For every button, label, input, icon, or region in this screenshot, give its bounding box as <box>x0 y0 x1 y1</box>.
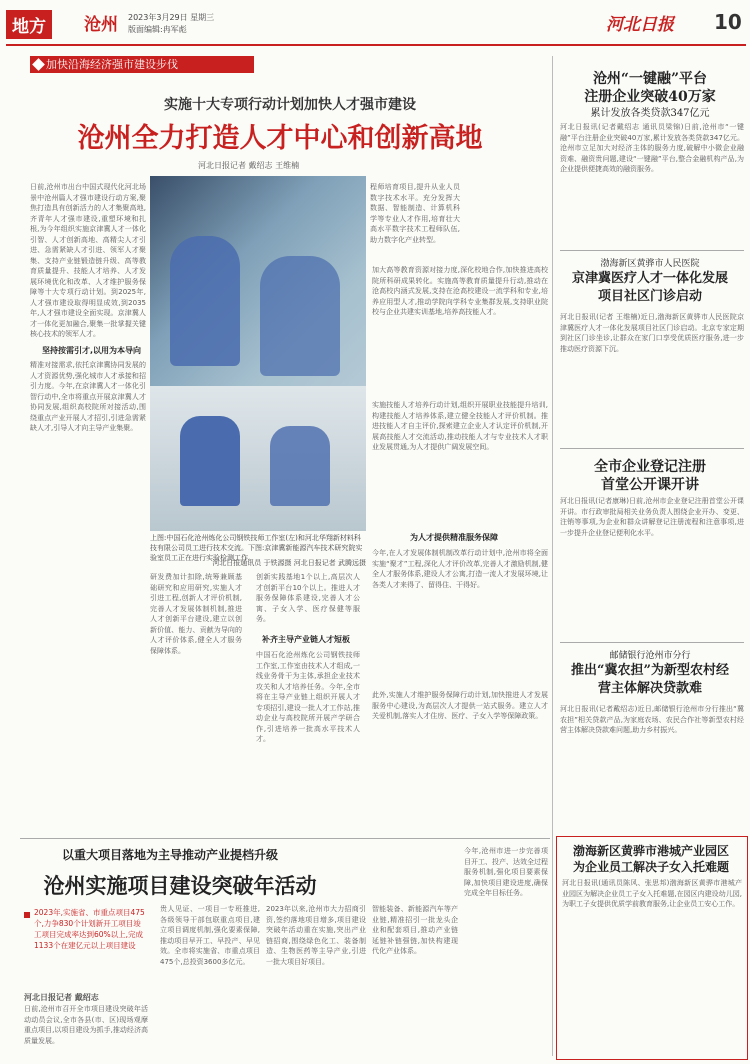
right-article-2-title1: 渤海新区黄骅市人民医院 <box>600 259 700 269</box>
right-rule-1 <box>560 250 744 251</box>
lead-col2-text: 程师培育项目,提升从业人员数字技术水平。充分发挥大数据、智能制造、计算机科学等专业人才作用,培育壮大高水平数字技术工程师队伍,助力数字化产业转型。 <box>370 183 460 244</box>
lead-byline: 河北日报记者 戴绍志 王维楠 <box>198 161 300 170</box>
lead-col4b-text: 中国石化沧州炼化公司钢铁技师工作室,工作室由技术人才组成,一线业务骨干为主体,承担企业技术攻关和人才培养任务。今年,全市将在主导产业链上组织开展人才专项招引,建设一批人才工作站,推动企业与高校院所开展产学研合作,引进培养一批高水平技术人才。 <box>256 651 360 743</box>
lead-title: 沧州全力打造人才中心和创新高地 <box>77 123 483 154</box>
bullet-icon <box>24 912 30 918</box>
right-article-3-title1: 全市企业登记注册 <box>594 459 706 475</box>
bottom-col4-text: 智能装备、新能源汽车等产业链,精准招引一批龙头企业和配套项目,推动产业链延链补链强链,加快构建现代化产业体系。 <box>372 905 458 955</box>
lead-col1b-text: 精准对接需求,依托京津冀协同发展的人才资源优势,强化城市人才承接和招引力度。今年,在京津冀人才一体化引智行动中,全市将重点开展京津冀人才协同发展,组织高校院所对接活动,围绕重点产业开展人才招引,引进急需紧缺人才,引导人才向主导产业集聚。 <box>30 361 146 432</box>
right-article-5-title2: 为企业员工解决子女入托难题 <box>572 860 729 874</box>
right-article-1-text: 河北日报讯(记者戴绍志 通讯员梁锦)日前,沧州市“一键融”平台注册企业突破40万家,累计发放各类贷款347亿元。沧州市立足加大对经济主体的服务力度,破解中小微企业融资难、融资贵问题,建设“一键融”平台,整合金融机构产品,为企业提供便捷高效的融资服务。 <box>560 123 744 173</box>
right-article-5-text: 河北日报讯(通讯员陈风、张思邦)渤海新区黄骅市港城产业园区为解决企业员工子女入托难题,在园区内建设幼儿园,为职工子女提供优质学前教育服务,让企业员工安心工作。 <box>562 879 742 908</box>
right-article-4-text: 河北日报讯(记者戴绍志)近日,邮储银行沧州市分行推出“冀农担”相关贷款产品,为家庭农场、农民合作社等新型农村经营主体解决贷款难问题,助力乡村振兴。 <box>560 705 744 734</box>
bottom-pretitle: 以重大项目落地为主导推动产业提档升级 <box>61 848 278 862</box>
lead-col4-text: 创新实践基地1个以上,高层次人才创新平台10个以上。推进人才服务保障体系建设,完善人才公寓、子女入学、医疗保健等服务。 <box>256 573 360 623</box>
bottom-lead: 2023年,实施省、市重点项目475个,力争830个计划新开工项目竣工项目完成率达到60%以上,完成1133个在建亿元以上项目建设 <box>34 908 145 950</box>
page-header <box>6 4 746 46</box>
bottom-col5-text: 今年,沧州市进一步完善项目开工、投产、达效全过程服务机制,强化项目要素保障,加快项目建设进度,确保完成全年目标任务。 <box>464 847 548 897</box>
page-number: 10 <box>714 10 742 34</box>
right-article-2-title2: 京津冀医疗人才一体化发展项目社区门诊启动 <box>571 271 728 304</box>
issue-date: 2023年3月29日 星期三 <box>128 13 215 22</box>
lead-subhead-mid: 补齐主导产业链人才短板 <box>262 635 350 644</box>
lead-subhead-right: 为人才提供精准服务保障 <box>410 533 498 542</box>
lead-col5-text: 今年,在人才发展体制机制改革行动计划中,沧州市将全面实施“聚才”工程,深化人才评价改革,完善人才激励机制,健全人才服务体系,建设人才公寓,打造一流人才发展环境,让各类人才来得了、留得住、干得好。 <box>372 549 548 589</box>
right-article-1-title2: 注册企业突破40万家 <box>584 89 716 105</box>
section-rule <box>20 838 550 839</box>
right-article-1-title1: 沧州“一键融”平台 <box>592 71 708 87</box>
right-article-3-text: 河北日报讯(记者康琳)日前,沧州市企业登记注册首堂公开课开讲。市行政审批局相关业务负责人围绕企业开办、变更、注销等事项,为企业和群众讲解登记注册流程和注意事项,进一步提升企业登记便利化水平。 <box>560 497 744 537</box>
lead-subhead-1: 坚持按需引才,以用为本导向 <box>42 346 142 355</box>
right-article-5-title1: 渤海新区黄骅市港城产业园区 <box>572 844 729 858</box>
bottom-title: 沧州实施项目建设突破年活动 <box>43 873 317 898</box>
bottom-col3-text: 2023年以来,沧州市大力招商引资,签约落地项目增多,项目建设突破年活动重在实施,突出产业链招商,围绕绿色化工、装备制造、生物医药等主导产业,引进一批大项目好项目。 <box>266 905 366 966</box>
right-article-1-subtitle: 累计发放各类贷款347亿元 <box>590 108 710 119</box>
lead-col1-text: 日前,沧州市出台中国式现代化河北场景中沧州篇人才强市建设行动方案,聚焦打造具有创新活力的人才集聚高地,齐青年人才强市建设,重塑环境和扎根,为今年组织实施京津冀人才一体化引智、人才创新高地、高精尖人才引进、急需紧缺人才引进、领军人才聚集、支持产业链锻造链升级、高等教育质量提升、技能人才培养、人才发展环境优化和改革、人才维护服务保障等十大专项行动计划。到2025年,人才强市建设取得明显成效,到2035年,人才强市建设全面实现。京津冀人才一体化更加融合,聚集一批掌握关键核心技术的领军人才。 <box>30 183 146 338</box>
bottom-col1-text: 日前,沧州市召开全市项目建设突破年活动动员会议,全市各县(市、区)现场观摩重点项目,以项目建设为抓手,推动经济高质量发展。 <box>24 1005 148 1045</box>
lead-col2b-text: 加大高等教育资源对接力度,深化校地合作,加快推进高校院所科研成果转化。实施高等教育质量提升行动,推动在沧高校内涵式发展,支持在沧高校建设一流学科和专业,培养应用型人才,推动学院向学科专业集群发展,支持职业院校与企业共建实训基地,培养高技能人才。 <box>372 266 548 316</box>
bottom-byline: 河北日报记者 戴绍志 <box>24 993 99 1002</box>
photo-credit: 河北日报通讯员 于铁源摄 河北日报记者 武腾远摄 <box>212 559 366 567</box>
page-editor: 版面编辑:冉军彪 <box>128 25 187 34</box>
lead-col3-text: 研发费加计扣除,统筹兼顾基础研究和应用研究,实施人才引进工程,创新人才评价机制,完善人才发展体制机制,推进人才创新平台建设,建立以创新价值、能力、贡献为导向的人才评价体系,健全人才服务保障体系。 <box>150 573 242 655</box>
city-label: 沧州 <box>84 15 118 35</box>
lead-col2c-text: 实施技能人才培养行动计划,组织开展职业技能提升培训,构建技能人才培养体系,建立健全技能人才评价机制。推进技能人才自主评价,探索建立企业人才认定评价机制,开展高技能人才交流活动,推动技能人才与专业技术人才职业发展贯通,为人才提供广阔发展空间。 <box>372 401 548 451</box>
right-article-2-text: 河北日报讯(记者 王维楠)近日,渤海新区黄骅市人民医院京津冀医疗人才一体化发展项目社区门诊启动。北京专家定期到社区门诊坐诊,让群众在家门口享受优质医疗服务,进一步推动医疗资源下沉。 <box>560 313 744 353</box>
right-rule-3 <box>560 642 744 643</box>
photo-caption: 上图:中国石化沧州炼化公司钢铁技师工作室(左)和河北华翔新材料科技有限公司员工进行技术交流。下图:京津冀新能源汽车技术研究院实验室员工正在进行实验检测工作。 <box>150 534 363 562</box>
newspaper-logo: 河北日报 <box>606 15 674 35</box>
column-divider <box>552 56 553 1056</box>
bottom-col2-text: 贵人见证、一项目一专班推进,各级领导干部包联重点项目,建立项目调度机制,强化要素保障,推动项目早开工、早投产、早见效。全市将实施省、市重点项目475个,总投资3600多亿元。 <box>160 905 260 966</box>
lead-col5b-text: 此外,实施人才维护服务保障行动计划,加快推进人才发展服务中心建设,为高层次人才提供一站式服务。建立人才关爱机制,落实人才住房、医疗、子女入学等保障政策。 <box>372 691 548 720</box>
right-rule-2 <box>560 448 744 449</box>
right-article-4-title1: 邮储银行沧州市分行 <box>609 651 691 661</box>
lead-pretitle: 实施十大专项行动计划加快人才强市建设 <box>164 97 416 113</box>
lead-photo <box>150 176 366 531</box>
column-banner: 加快沿海经济强市建设步伐 <box>30 56 254 73</box>
section-label: 地方 <box>6 10 52 39</box>
right-article-3-title2: 首堂公开课开讲 <box>601 477 699 493</box>
right-article-4-title2: 推出“冀农担”为新型农村经营主体解决贷款难 <box>571 663 729 696</box>
